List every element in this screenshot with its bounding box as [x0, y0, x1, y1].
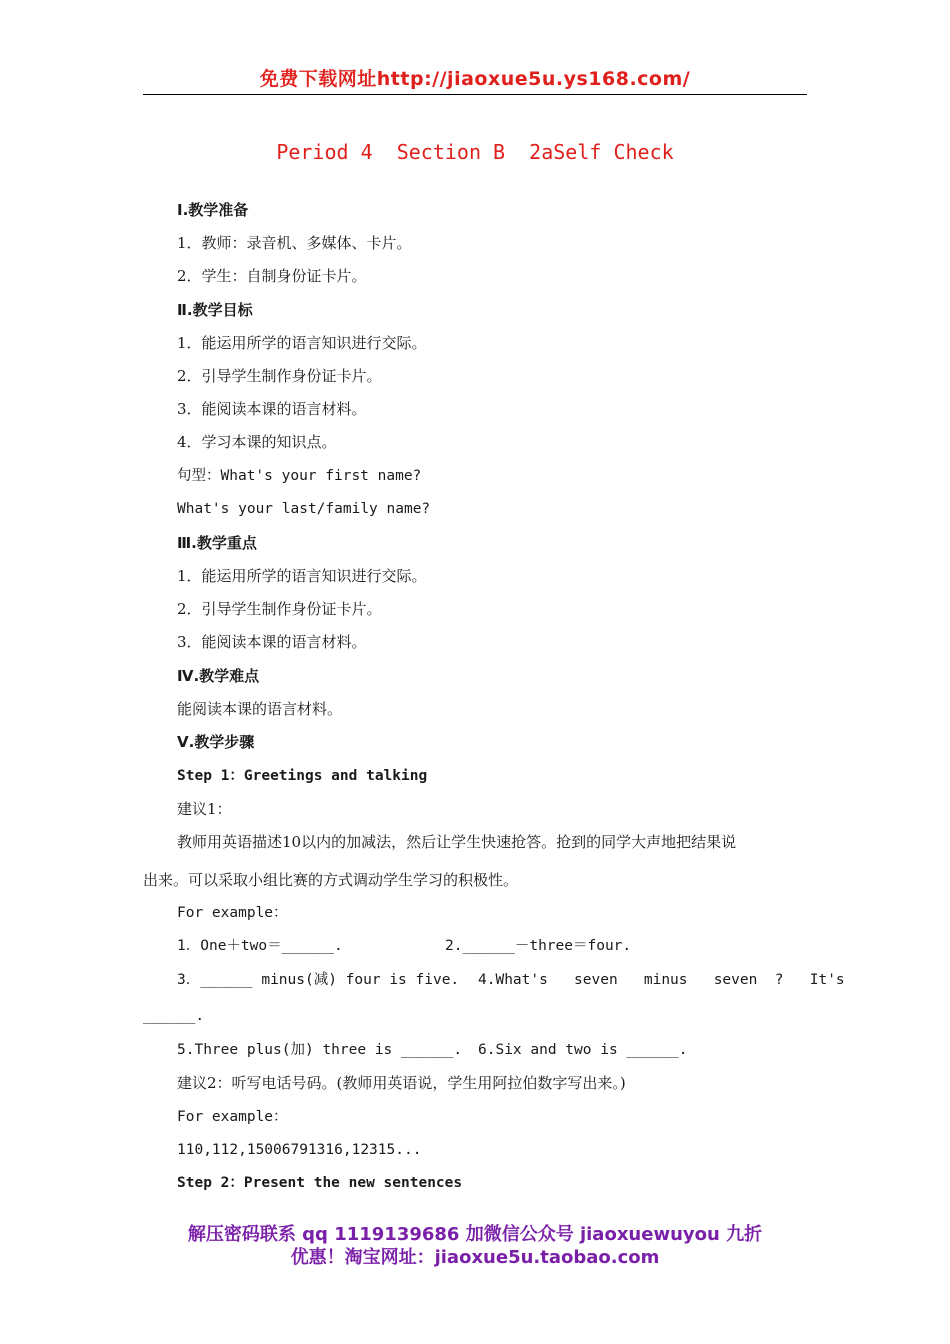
s2-sentence-2: What's your last/family name?: [177, 501, 431, 517]
header-left-text: 免费下载网址: [259, 68, 377, 90]
s3-item-2: 2．引导学生制作身份证卡片。: [177, 600, 382, 618]
s2-item-3: 3．能阅读本课的语言材料。: [177, 400, 367, 418]
exercise-3: 3．______ minus(减) four is five.: [177, 972, 460, 988]
for-example-label-2: For example：: [177, 1109, 288, 1125]
paragraph-1-line-2: 出来。可以采取小组比赛的方式调动学生学习的积极性。: [143, 871, 519, 889]
exercise-4-continued: ______.: [143, 1008, 205, 1024]
phone-numbers: 110,112,15006791316,12315...: [177, 1142, 422, 1158]
for-example-label-1: For example：: [177, 905, 288, 921]
exercise-4: 4.What's seven minus seven ? It's: [478, 972, 845, 988]
s3-item-3: 3．能阅读本课的语言材料。: [177, 633, 367, 651]
footer-line-1: 解压密码联系 qq 1119139686 加微信公众号 jiaoxuewuyou 九折: [187, 1224, 763, 1245]
section-1-heading: Ⅰ.教学准备: [177, 201, 249, 219]
s3-item-1: 1．能运用所学的语言知识进行交际。: [177, 567, 427, 585]
step-2-heading: Step 2：Present the new sentences: [177, 1175, 463, 1191]
header-url-link[interactable]: http://jiaoxue5u.ys168.com/: [376, 68, 691, 90]
section-4-heading: Ⅳ.教学难点: [177, 667, 260, 685]
paragraph-1-line-1: 教师用英语描述10以内的加减法，然后让学生快速抢答。抢到的同学大声地把结果说: [177, 833, 737, 851]
section-5-heading: Ⅴ.教学步骤: [177, 733, 255, 751]
page-header: [143, 64, 807, 95]
s2-sentence-1: 句型：What's your first name?: [177, 468, 422, 484]
exercise-5: 5.Three plus(加) three is ______.: [177, 1042, 463, 1058]
s2-item-1: 1．能运用所学的语言知识进行交际。: [177, 334, 427, 352]
exercise-1: 1．One＋two＝______.: [177, 938, 343, 954]
suggestion-2: 建议2：听写电话号码。(教师用英语说，学生用阿拉伯数字写出来。): [177, 1074, 626, 1092]
suggestion-1-label: 建议1：: [177, 800, 232, 818]
section-3-heading: Ⅲ.教学重点: [177, 534, 257, 552]
exercise-2: 2.______－three＝four.: [445, 938, 632, 954]
s2-item-4: 4．学习本课的知识点。: [177, 433, 337, 451]
s4-item-1: 能阅读本课的语言材料。: [177, 700, 343, 718]
s2-item-2: 2．引导学生制作身份证卡片。: [177, 367, 382, 385]
footer-line-2: 优惠！淘宝网址：jiaoxue5u.taobao.com: [290, 1247, 660, 1268]
s1-item-2: 2．学生：自制身份证卡片。: [177, 267, 367, 285]
step-1-heading: Step 1：Greetings and talking: [177, 768, 428, 784]
s1-item-1: 1．教师：录音机、多媒体、卡片。: [177, 234, 412, 252]
exercise-6: 6.Six and two is ______.: [478, 1042, 688, 1058]
page-title: Period 4 Section B 2aSelf Check: [276, 140, 674, 164]
section-2-heading: Ⅱ.教学目标: [177, 301, 253, 319]
